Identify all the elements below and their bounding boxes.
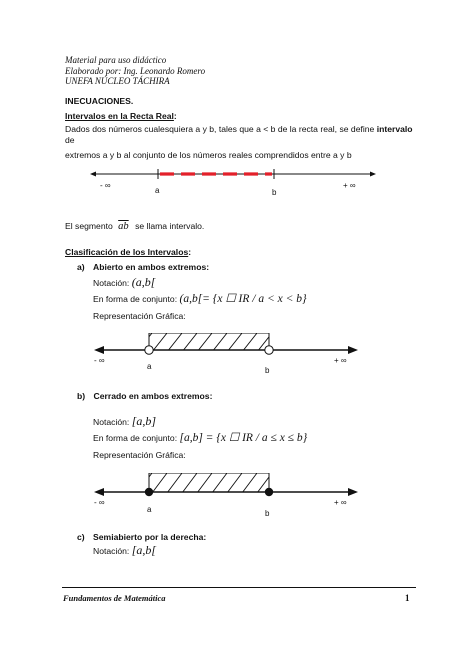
set-label: En forma de conjunto:	[93, 294, 178, 304]
number-line-diagram	[90, 164, 380, 202]
open-interval-diagram	[92, 333, 364, 375]
set-math: [a,b] = {x ☐ IR / a ≤ x ≤ b}	[179, 432, 308, 444]
header-line-1: Material para uso didáctico	[65, 55, 167, 65]
section-a-letter: a)	[77, 262, 85, 272]
section-b-letter: b)	[77, 391, 86, 401]
pos-inf-label: + ∞	[334, 356, 347, 365]
classification-colon: :	[188, 247, 192, 257]
hatched-region	[149, 473, 269, 492]
pos-inf-label: + ∞	[334, 498, 347, 507]
left-arrow-icon	[90, 172, 96, 177]
notation-label: Notación:	[93, 417, 130, 427]
point-b-label: b	[272, 188, 277, 197]
section-c-heading	[77, 532, 206, 543]
intro-text-2: de	[65, 135, 75, 145]
section-a-notation	[93, 277, 155, 289]
section-a-title: Abierto en ambos extremos:	[93, 262, 210, 272]
point-b-label: b	[265, 366, 270, 375]
section-c-notation	[93, 545, 156, 557]
neg-inf-label: - ∞	[94, 498, 105, 507]
segment-suffix: se llama intervalo.	[135, 221, 205, 231]
closed-endpoint-b	[265, 488, 273, 496]
footer-divider	[62, 587, 416, 588]
notation-math: [a,b[	[131, 543, 157, 557]
left-arrow-icon	[94, 488, 104, 496]
segment-ab: $\overline{ab}$	[118, 221, 129, 232]
header-line-3: UNEFA NÚCLEO TÁCHIRA	[65, 76, 170, 86]
header-line-2: Elaborado por: Ing. Leonardo Romero	[65, 65, 206, 76]
right-arrow-icon	[348, 346, 358, 354]
section-b-heading	[77, 391, 212, 402]
set-label: En forma de conjunto:	[93, 433, 178, 443]
neg-inf-label: - ∞	[94, 356, 105, 365]
section-b-set	[93, 433, 307, 444]
section-b-title: Cerrado en ambos extremos:	[93, 391, 213, 401]
section-a-graph-label: Representación Gráfica:	[93, 311, 186, 321]
hatched-region	[149, 333, 269, 350]
point-a-label: a	[147, 505, 152, 514]
section-a-heading	[77, 262, 209, 273]
right-arrow-icon	[348, 488, 358, 496]
section-c-letter: c)	[77, 532, 85, 542]
notation-math: [a,b]	[131, 414, 157, 428]
section-c-title: Semiabierto por la derecha:	[93, 532, 207, 542]
pos-inf-label: + ∞	[343, 181, 356, 190]
segment-sentence	[65, 221, 204, 232]
closed-interval-diagram	[92, 473, 364, 517]
classification-title-text: Clasificación de los Intervalos	[65, 247, 189, 257]
page-title: INECUACIONES.	[65, 96, 134, 106]
intro-bold-word: intervalo	[376, 124, 413, 134]
intro-line-1	[65, 124, 415, 146]
set-math: (a,b[= {x ☐ IR / a < x < b}	[179, 293, 307, 305]
intro-text-1: Dados dos números cualesquiera a y b, tales que a < b de la recta real, se define	[65, 124, 377, 134]
classification-title	[65, 247, 191, 258]
right-arrow-icon	[370, 172, 376, 177]
open-endpoint-b	[265, 346, 273, 354]
subtitle-colon: :	[173, 111, 177, 121]
footer-title: Fundamentos de Matemática	[63, 593, 166, 603]
header-block	[65, 55, 205, 87]
segment-prefix: El segmento	[65, 221, 113, 231]
page-number: 1	[405, 593, 410, 603]
section-subtitle	[65, 111, 177, 122]
notation-math: (a,b[	[131, 275, 156, 289]
notation-label: Notación:	[93, 278, 130, 288]
point-a-label: a	[155, 186, 160, 195]
section-a-set	[93, 294, 307, 305]
open-endpoint-a	[145, 346, 153, 354]
section-b-graph-label: Representación Gráfica:	[93, 450, 186, 460]
intro-paragraph	[65, 124, 415, 161]
neg-inf-label: - ∞	[100, 181, 111, 190]
point-b-label: b	[265, 509, 270, 517]
point-a-label: a	[147, 362, 152, 371]
closed-endpoint-a	[145, 488, 153, 496]
intro-line-2: extremos a y b al conjunto de los números reales comprendidos entre a y b	[65, 150, 352, 160]
subtitle-text: Intervalos en la Recta Real	[65, 111, 174, 121]
left-arrow-icon	[94, 346, 104, 354]
section-b-notation	[93, 416, 156, 428]
notation-label: Notación:	[93, 546, 130, 556]
